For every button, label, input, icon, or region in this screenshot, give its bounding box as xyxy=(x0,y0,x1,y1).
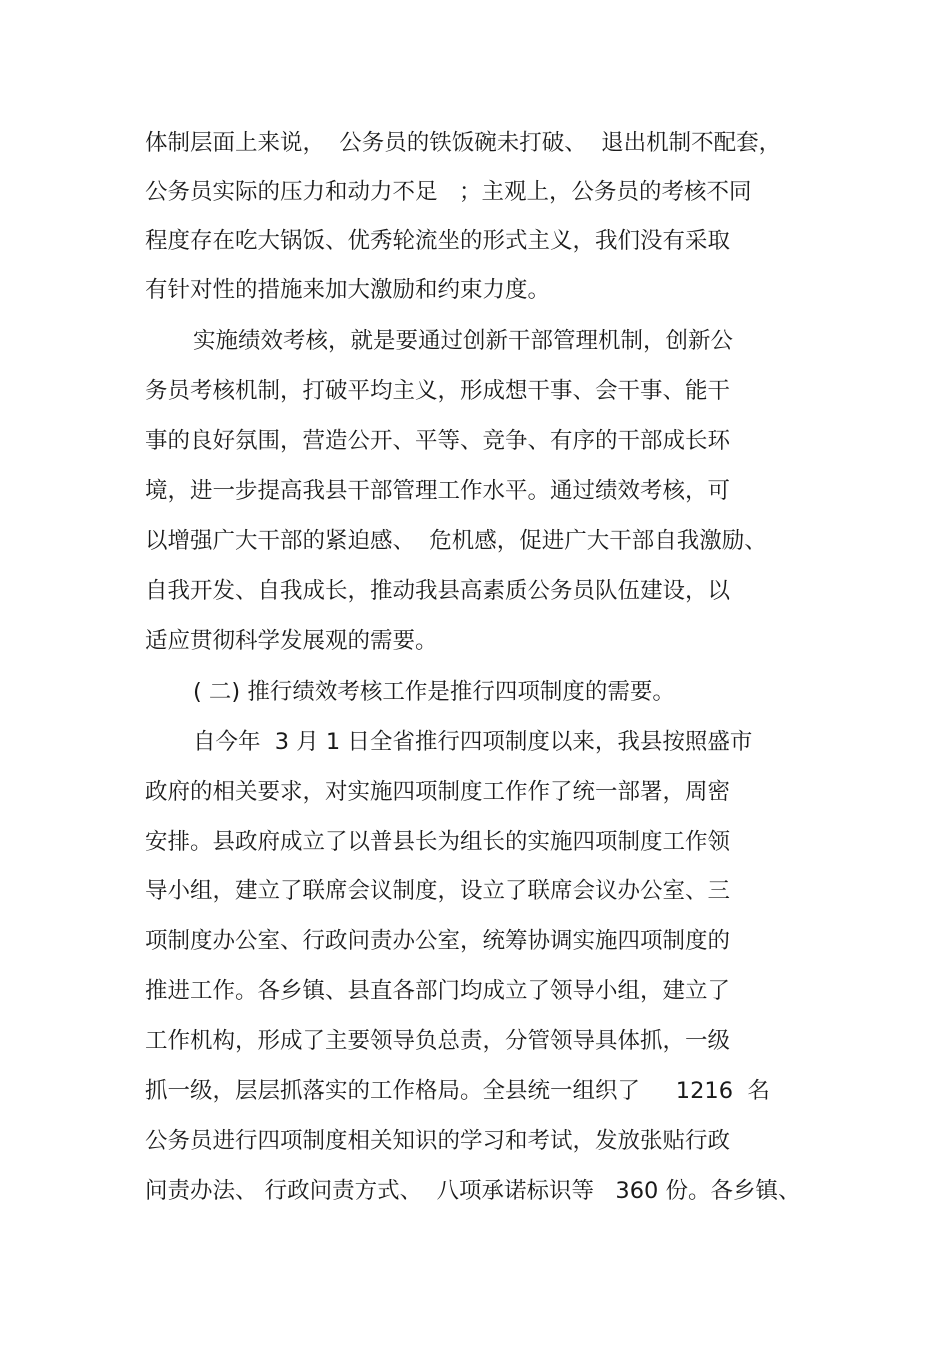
text-line: 有针对性的措施来加大激励和约束力度。 xyxy=(145,277,551,303)
paragraph-first-line: 自今年 3 月 1 日全省推行四项制度以来，我县按照盛市 xyxy=(193,729,753,755)
text-line: 程度存在吃大锅饭、优秀轮流坐的形式主义，我们没有采取 xyxy=(145,228,731,254)
text-line: 安排。县政府成立了以普县长为组长的实施四项制度工作领 xyxy=(145,829,731,855)
text-line: 自我开发、自我成长，推动我县高素质公务员队伍建设，以 xyxy=(145,578,731,604)
text-line: 公务员实际的压力和动力不足 ；主观上，公务员的考核不同 xyxy=(145,179,752,205)
text-line: 体制层面上来说， 公务员的铁饭碗未打破、 退出机制不配套， xyxy=(145,130,782,156)
text-line: 政府的相关要求，对实施四项制度工作作了统一部署，周密 xyxy=(145,779,731,805)
text-line: 适应贯彻科学发展观的需要。 xyxy=(145,628,438,654)
text-line: 导小组，建立了联席会议制度，设立了联席会议办公室、三 xyxy=(145,878,731,904)
text-line: 推进工作。各乡镇、县直各部门均成立了领导小组，建立了 xyxy=(145,978,731,1004)
section-heading: ( 二) 推行绩效考核工作是推行四项制度的需要。 xyxy=(193,679,675,705)
text-line: 以增强广大干部的紧迫感、 危机感，促进广大干部自我激励、 xyxy=(145,528,767,554)
text-line: 公务员进行四项制度相关知识的学习和考试，发放张贴行政 xyxy=(145,1128,731,1154)
text-line: 务员考核机制，打破平均主义，形成想干事、会干事、能干 xyxy=(145,378,731,404)
text-line: 境，进一步提高我县干部管理工作水平。通过绩效考核，可 xyxy=(145,478,731,504)
paragraph-first-line: 实施绩效考核，就是要通过创新干部管理机制，创新公 xyxy=(193,328,734,354)
text-line: 项制度办公室、行政问责办公室，统筹协调实施四项制度的 xyxy=(145,928,731,954)
text-line: 抓一级，层层抓落实的工作格局。全县统一组织了 1216 名 xyxy=(145,1078,770,1104)
text-line: 事的良好氛围，营造公开、平等、竞争、有序的干部成长环 xyxy=(145,428,731,454)
text-line: 工作机构，形成了主要领导负总责，分管领导具体抓，一级 xyxy=(145,1028,731,1054)
text-line: 问责办法、 行政问责方式、 八项承诺标识等 360 份。各乡镇、 xyxy=(145,1178,801,1204)
